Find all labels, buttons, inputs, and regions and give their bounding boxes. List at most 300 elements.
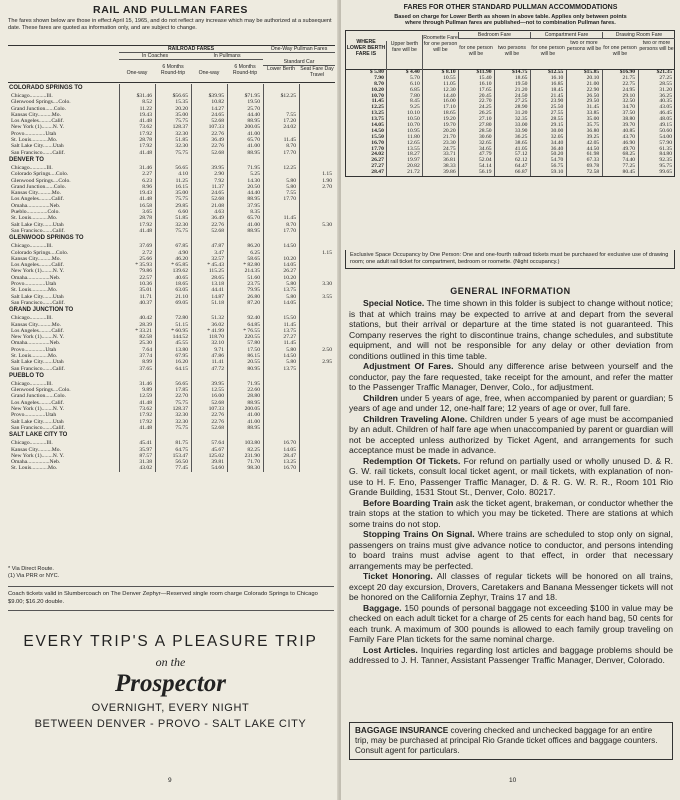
accommodation-fare-cell: 22.70 xyxy=(478,98,492,105)
fare-cell: 13.75 xyxy=(283,327,296,334)
fare-cell: 67.85 xyxy=(175,243,188,250)
section-heading: SALT LAKE CITY TO xyxy=(9,432,68,439)
accommodation-fare-cell: 26.25 xyxy=(478,110,492,117)
promo-overnight: OVERNIGHT, EVERY NIGHT xyxy=(91,702,250,714)
destination-cell: New York (1)........N. Y. xyxy=(11,334,65,341)
accommodation-fare-cell: 44.50 xyxy=(586,145,600,152)
destination-cell: Salt Lake City.......Utah xyxy=(11,143,64,150)
promo-headline: EVERY TRIP'S A PLEASURE TRIP xyxy=(23,633,318,650)
accommodation-fare-cell: 28.90 xyxy=(514,104,528,111)
destination-cell: San Francisco.......Calif. xyxy=(11,365,65,372)
accommodation-fare-cell: 31.20 xyxy=(514,110,528,117)
accommodation-fare-cell: 34.70 xyxy=(622,104,636,111)
accommodation-fare-cell: 37.50 xyxy=(622,110,636,117)
fare-cell: 45.41 xyxy=(139,440,152,447)
section-heading: GRAND JUNCTION TO xyxy=(9,307,74,314)
fare-cell: 8.70 xyxy=(286,221,296,228)
accommodation-fare-cell: 21.00 xyxy=(586,80,600,87)
fare-cell: 2.27 xyxy=(142,171,152,178)
destination-cell: Pueblo...............Colo. xyxy=(11,209,60,216)
exclusive-occupancy-note: Exclusive Space Occupancy by One Person: One and one-fourth railroad tickets must be purchased for exclusive use of drawing room; one adult rail ticket for compartment, bedroom or roomette. (Night occupancy.) xyxy=(345,250,675,269)
fare-cell: 11.41 xyxy=(211,359,224,366)
accommodation-fare-cell: 23.90 xyxy=(550,98,564,105)
fare-cell: 37.65 xyxy=(139,365,152,372)
fare-cell: 19.50 xyxy=(247,99,260,106)
column-rule xyxy=(494,70,495,176)
accommodation-fare-cell: 27.55 xyxy=(550,110,564,117)
sub-head: two or more persons will be xyxy=(566,40,602,52)
accommodation-fare-cell: 43.70 xyxy=(622,133,636,140)
fare-cell: 4.63 xyxy=(214,209,224,216)
lower-berth-cell: 15.50 xyxy=(371,133,384,140)
fare-cell: 16.70 xyxy=(283,440,296,447)
accommodation-fare-cell: 23.30 xyxy=(443,139,456,146)
sub-head: for one person will be xyxy=(459,45,493,57)
destination-cell: Glenwood Springs....Colo. xyxy=(11,387,71,394)
fare-cell: 64.75 xyxy=(175,446,188,453)
info-paragraph-heading: Before Boarding Train xyxy=(363,497,454,508)
destination-cell: Kansas City..........Mo. xyxy=(11,446,61,453)
fare-cell: 51.15 xyxy=(175,321,188,328)
accommodation-fare-cell: 68.25 xyxy=(622,151,636,158)
fare-cell: 64.85 xyxy=(247,321,260,328)
fare-cell: 27.27 xyxy=(283,334,296,341)
accommodation-fare-cell: 22.90 xyxy=(586,86,600,93)
fare-cell: 2.72 xyxy=(142,249,152,256)
accommodation-fare-cell: 16.10 xyxy=(478,80,492,87)
accommodation-fare-cell: 50.20 xyxy=(550,151,564,158)
fare-cell: 21.08 xyxy=(211,202,224,209)
lower-berth-cell: 24.02 xyxy=(371,151,384,158)
accommodation-fare-cell: 48.05 xyxy=(659,116,672,123)
fare-cell: 35.01 xyxy=(139,287,152,294)
destination-cell: Chicago............Ill. xyxy=(11,164,53,171)
fare-cell: 37.95 xyxy=(247,202,260,209)
fare-cell: 44.41 xyxy=(211,287,224,294)
accommodation-fare-cell: 61.98 xyxy=(586,151,600,158)
fare-cell: 69.05 xyxy=(175,299,188,306)
lower-berth-cell: 14.05 xyxy=(371,122,384,129)
accommodation-fare-cell: $15.85 xyxy=(583,69,600,75)
accommodation-fare-cell: 32.65 xyxy=(478,139,492,146)
fare-cell: 52.68 xyxy=(211,196,224,203)
fare-cell: 22.76 xyxy=(211,418,224,425)
destination-cell: Provo...............Utah xyxy=(11,412,57,419)
accommodation-fare-cell: 33.90 xyxy=(514,127,528,134)
fare-cell: 22.76 xyxy=(211,412,224,419)
fare-cell: 98.30 xyxy=(247,465,260,472)
fare-cell: 18.65 xyxy=(175,281,188,288)
fare-cell: 7.64 xyxy=(142,346,152,353)
lower-berth-cell: 13.25 xyxy=(371,110,384,117)
fare-cell: 81.75 xyxy=(175,440,188,447)
fare-cell: 79.86 xyxy=(139,268,152,275)
fare-cell: 71.70 xyxy=(247,459,260,466)
column-rule xyxy=(638,70,639,176)
roomette-head: Roomette Fare for one person will be xyxy=(422,35,458,74)
fare-cell: 5.80 xyxy=(286,359,296,366)
fare-cell: 41.00 xyxy=(247,418,260,425)
accommodation-fare-cell: $14.75 xyxy=(512,69,528,75)
fare-cell: 17.92 xyxy=(139,412,152,419)
accommodation-fare-cell: 38.65 xyxy=(514,139,528,146)
fare-cell: 75.75 xyxy=(175,424,188,431)
fare-cell: 65.70 xyxy=(247,215,260,222)
right-page xyxy=(341,0,680,800)
fare-cell: 32.30 xyxy=(175,130,188,137)
accommodation-fare-cell: 47.79 xyxy=(478,151,492,158)
accommodation-fare-cell: 56.19 xyxy=(478,169,492,176)
fare-cell: 41.48 xyxy=(139,149,152,156)
accommodation-fare-cell: 11.05 xyxy=(443,80,456,87)
fare-cell: 1.15 xyxy=(322,249,332,256)
column-rule xyxy=(119,84,120,472)
info-paragraph-text: under 5 years of age, free, when accompanied by parent or guardian; 5 years of age and under 12, one-half fare; 12 years of age or over, full fare. xyxy=(349,392,673,413)
fare-cell: 3.47 xyxy=(214,249,224,256)
accommodation-fare-cell: $ 4.40 xyxy=(405,69,420,75)
fare-cell: 32.57 xyxy=(211,255,224,262)
fare-cell: 3.55 xyxy=(322,293,332,300)
fare-cell: 86.20 xyxy=(247,243,260,250)
lower-berth-cell: 12.25 xyxy=(371,104,384,111)
accommodation-fare-cell: 33.71 xyxy=(443,151,456,158)
fare-cell: 88.95 xyxy=(247,118,260,125)
fare-cell: 13.80 xyxy=(175,346,188,353)
accommodation-fare-cell: 36.25 xyxy=(514,133,528,140)
fare-cell: 88.95 xyxy=(247,196,260,203)
accommodation-fare-cell: 10.70 xyxy=(407,122,420,129)
fare-cell: 88.95 xyxy=(247,227,260,234)
fare-cell: 71.95 xyxy=(247,380,260,387)
destination-cell: Omaha................Neb. xyxy=(11,340,61,347)
fare-cell: 31.46 xyxy=(139,380,152,387)
fare-cell: 19.43 xyxy=(139,111,152,118)
fare-cell: 28.80 xyxy=(247,393,260,400)
fare-cell: 8.52 xyxy=(142,99,152,106)
destination-cell: New York (1)........N. Y. xyxy=(11,268,65,275)
accommodation-fare-cell: 15.40 xyxy=(478,74,492,81)
fare-cell: $12.25 xyxy=(280,93,296,99)
fare-cell: * 45.43 xyxy=(207,262,224,269)
fare-cell xyxy=(299,228,335,234)
fare-cell: 14.50 xyxy=(283,352,296,359)
accommodation-fare-cell: 24.75 xyxy=(443,145,456,152)
fare-cell: 11.71 xyxy=(139,293,152,300)
fare-cell: 40.65 xyxy=(175,274,188,281)
fare-cell: 47.72 xyxy=(211,365,224,372)
fare-cell: 37.74 xyxy=(139,352,152,359)
fare-cell: 12.25 xyxy=(283,164,296,171)
accommodation-fare-cell: 38.80 xyxy=(622,116,636,123)
fare-cell: 17.85 xyxy=(175,387,188,394)
fare-cell: 80.95 xyxy=(247,365,260,372)
accommodation-fare-cell: 46.45 xyxy=(659,110,672,117)
accommodation-fare-cell: 39.70 xyxy=(622,122,636,129)
accommodation-fare-cell: $11.90 xyxy=(476,69,492,75)
accommodation-fare-cell: 38.33 xyxy=(443,163,456,170)
accommodation-fare-cell: 10.55 xyxy=(443,74,456,81)
accommodation-fare-cell: 56.75 xyxy=(550,163,564,170)
accommodation-fare-cell: 8.45 xyxy=(409,98,420,105)
destination-cell: Los Angeles.........Calif. xyxy=(11,118,64,125)
fare-cell: 24.65 xyxy=(211,111,224,118)
standard-car-head: Standard Car xyxy=(263,59,335,66)
info-paragraph-heading: Ticket Honoring. xyxy=(363,571,433,581)
accommodation-fare-cell: 32.50 xyxy=(622,98,636,105)
fare-cell: 5.80 xyxy=(286,177,296,184)
accommodation-fare-cell: 21.20 xyxy=(514,86,528,93)
accommodation-fare-cell: 36.40 xyxy=(550,145,564,152)
lower-berth-cell: 13.75 xyxy=(371,116,384,123)
fare-cell xyxy=(299,150,335,156)
col-head: Lower Berth xyxy=(267,66,295,72)
column-rule xyxy=(422,70,423,176)
fare-cell: 16.58 xyxy=(139,202,152,209)
fare-cell: 1.15 xyxy=(322,171,332,178)
fare-cell: 72.80 xyxy=(175,315,188,322)
fare-cell: 41.00 xyxy=(247,412,260,419)
destination-cell: Salt Lake City.......Utah xyxy=(11,221,64,228)
accommodation-fare-cell: 16.85 xyxy=(550,80,564,87)
fare-cell: 75.75 xyxy=(175,399,188,406)
destination-cell: San Francisco.......Calif. xyxy=(11,227,65,234)
fare-cell: 63.05 xyxy=(175,287,188,294)
fares-intro: The fares shown below are those in effect April 15, 1965, and do not reflect any increase which may be authorized at a subsequent date. These fares are quoted as information only, and are subject to change. xyxy=(8,18,332,32)
accommodation-fare-cell: 84.80 xyxy=(659,151,672,158)
fare-cell: 2.50 xyxy=(322,346,332,353)
fare-cell: 8.70 xyxy=(286,143,296,150)
fare-cell xyxy=(263,425,299,431)
accommodation-fare-cell: 16.00 xyxy=(443,98,456,105)
fare-cell: 19.43 xyxy=(139,190,152,197)
fare-cell: 231.90 xyxy=(244,452,260,459)
fare-cell: 17.50 xyxy=(247,346,260,353)
fare-cell: 8.99 xyxy=(142,359,152,366)
fare-cell: 14.05 xyxy=(283,262,296,269)
fare-cell: 2.90 xyxy=(214,171,224,178)
destination-cell: St. Louis............Mo. xyxy=(11,137,58,144)
accommodation-fare-cell: 80.45 xyxy=(622,169,636,176)
fare-cell: 67.95 xyxy=(175,352,188,359)
destination-cell: Chicago............Ill. xyxy=(11,243,53,250)
accommodation-fare-cell: 17.10 xyxy=(443,104,456,111)
accommodation-fare-cell: 27.25 xyxy=(514,98,528,105)
fare-cell xyxy=(299,425,335,431)
fare-cell: 200.05 xyxy=(244,124,260,131)
destination-cell: Grand Junction......Colo. xyxy=(11,393,67,400)
accommodation-fare-cell: 61.35 xyxy=(659,145,672,152)
compartment-head: Compartment Fare xyxy=(530,32,602,39)
destination-cell: St. Louis............Mo. xyxy=(11,287,58,294)
drawing-room-head: Drawing Room Fare xyxy=(602,32,675,39)
fare-cell: 47.86 xyxy=(211,352,224,359)
accommodation-fare-cell: 11.80 xyxy=(407,133,420,140)
fare-cell: 9.89 xyxy=(142,387,152,394)
fare-cell: 14.87 xyxy=(211,293,224,300)
destination-cell: Provo...............Utah xyxy=(11,346,57,353)
fare-cell: 10.82 xyxy=(211,99,224,106)
fare-cell: 6.23 xyxy=(142,177,152,184)
intro-line-1: Based on charge for Lower Berth as shown in above table. Applies only between points xyxy=(394,14,627,20)
coaches-head: In Coaches xyxy=(119,53,191,60)
lower-berth-cell: 10.70 xyxy=(371,92,384,99)
fare-cell: 52.68 xyxy=(211,149,224,156)
fare-cell: 5.80 xyxy=(286,293,296,300)
fare-cell: 15.35 xyxy=(175,99,188,106)
fare-cell: 14.30 xyxy=(247,177,260,184)
accommodation-fare-cell: 57.90 xyxy=(659,139,672,146)
fare-cell: 41.00 xyxy=(247,221,260,228)
lower-berth-cell: 11.45 xyxy=(371,98,384,105)
fare-cell: 24.65 xyxy=(211,190,224,197)
fare-cell: 3.30 xyxy=(322,281,332,288)
info-paragraph xyxy=(349,393,673,414)
fare-cell: 28.47 xyxy=(283,452,296,459)
info-paragraph xyxy=(349,361,673,393)
destination-cell: St. Louis............Mo. xyxy=(11,352,58,359)
accommodation-fare-cell: 22.75 xyxy=(622,80,636,87)
fare-cell: 13.75 xyxy=(283,365,296,372)
fare-cell: 7.55 xyxy=(286,111,296,118)
destination-cell: Grand Junction......Colo. xyxy=(11,183,67,190)
column-rule xyxy=(263,84,264,472)
fare-cell: 25.66 xyxy=(139,255,152,262)
accommodation-fare-cell: 34.65 xyxy=(478,145,492,152)
fare-cell: 103.80 xyxy=(244,440,260,447)
lower-berth-cell: 16.70 xyxy=(371,139,384,146)
accommodation-fare-cell: 74.40 xyxy=(622,157,636,164)
info-paragraph xyxy=(349,456,673,498)
fare-cell: 115.25 xyxy=(208,268,224,275)
accommodation-fare-cell: 30.00 xyxy=(550,127,564,134)
destination-cell: Chicago............Ill. xyxy=(11,380,53,387)
fare-cell: 40.37 xyxy=(139,299,152,306)
fare-cell: 52.68 xyxy=(211,424,224,431)
fare-cell: 28.65 xyxy=(211,274,224,281)
accommodation-fare-cell: $12.55 xyxy=(547,69,564,75)
info-paragraph xyxy=(349,298,673,361)
destination-cell: St. Louis............Mo. xyxy=(11,465,58,472)
fare-cell: 36.49 xyxy=(211,137,224,144)
info-paragraph-heading: Children xyxy=(363,392,398,403)
info-paragraph xyxy=(349,498,673,530)
lower-berth-cell: 10.20 xyxy=(371,86,384,93)
accommodation-fare-cell: 62.12 xyxy=(514,157,528,164)
info-paragraph-text: The time shown in this folder is subject to change without notice; is that at which trains may be expected to arrive at and depart from the several stations, but their arrival or departure at the time stated is not guaranteed. This Company reserves the right to discontinue trains, change schedules, and substitute equipment, and will not be responsible for any delay or other deviation from conditions outlined in this time table. xyxy=(349,298,673,361)
fare-cell: 92.40 xyxy=(247,315,260,322)
accommodation-fare-cell: 92.35 xyxy=(659,157,672,164)
fare-cell: 25.30 xyxy=(139,340,152,347)
destination-cell: Kansas City..........Mo. xyxy=(11,190,61,197)
accommodation-fare-cell: 32.35 xyxy=(514,116,528,123)
accommodation-fare-cell: 28.50 xyxy=(478,127,492,134)
fare-table-header xyxy=(8,45,335,83)
fare-cell: 54.60 xyxy=(211,465,224,472)
accommodation-fare-cell: 5.70 xyxy=(409,74,420,81)
info-paragraph xyxy=(349,603,673,645)
fare-cell: 41.00 xyxy=(247,130,260,137)
fare-cell: 31.46 xyxy=(139,164,152,171)
accommodation-fare-cell: 67.33 xyxy=(586,157,600,164)
fare-cell: 15.50 xyxy=(283,315,296,322)
fare-cell: 41.48 xyxy=(139,118,152,125)
fare-cell: 22.76 xyxy=(211,130,224,137)
fare-cell: 41.48 xyxy=(139,424,152,431)
column-rule xyxy=(155,84,156,472)
pullmans-head: In Pullmans xyxy=(191,53,263,60)
fare-cell: 52.68 xyxy=(211,399,224,406)
accommodation-fare-cell: 29.50 xyxy=(586,98,600,105)
accommodation-fare-cell: 31.20 xyxy=(659,86,672,93)
accommodation-fare-cell: 18.45 xyxy=(550,86,564,93)
rail-fares-title: RAIL AND PULLMAN FARES xyxy=(93,4,248,16)
fare-cell: 16.15 xyxy=(175,183,188,190)
column-rule xyxy=(566,70,567,176)
fare-cell: 35.00 xyxy=(175,190,188,197)
fare-cell: * 76.55 xyxy=(243,327,260,334)
fare-cell xyxy=(299,465,335,471)
fare-cell: 52.68 xyxy=(211,227,224,234)
fare-cell: 5.80 xyxy=(286,346,296,353)
fare-cell: * 60.95 xyxy=(171,327,188,334)
info-paragraph-text: Inquiries regarding lost articles and baggage problems should be addressed to J. H. Tanner, Assistant Passenger Traffic Manager, Denver, Colorado. xyxy=(349,644,673,665)
accommodation-fare-cell: 49.70 xyxy=(622,145,636,152)
fare-cell: 88.95 xyxy=(247,424,260,431)
fare-cell: 58.65 xyxy=(247,255,260,262)
accommodation-fare-cell: 39.25 xyxy=(586,133,600,140)
accommodation-fare-cell: 13.55 xyxy=(407,145,420,152)
fare-cell: 20.55 xyxy=(247,359,260,366)
accommodation-fare-cell: 27.25 xyxy=(659,74,672,81)
fare-cell: 5.80 xyxy=(286,281,296,288)
column-rule xyxy=(191,84,192,472)
promo-on-the: on the xyxy=(155,655,186,669)
fare-cell: 31.38 xyxy=(139,459,152,466)
accommodation-fare-cell: 21.70 xyxy=(443,133,456,140)
accommodation-fare-cell: 6.10 xyxy=(409,80,420,87)
accommodation-fare-cell: 40.35 xyxy=(659,98,672,105)
fare-cell: 75.75 xyxy=(175,149,188,156)
info-paragraph-text: For refund on partially used or wholly unused D. & R. G. W. rail tickets, consult local ticket agent, or mail tickets, with explanation of non-use to H. F. Eno, Passenger Traffic Manager, D. & R. G. W. R. R., Room 101 Rio Grande Building, 1531 Stout St., Denver, Colo. 80217. xyxy=(349,455,674,497)
accommodation-fare-cell: 10.50 xyxy=(407,116,420,123)
fare-cell: 2.95 xyxy=(322,359,332,366)
fare-cell: 14.27 xyxy=(211,105,224,112)
info-paragraph-heading: Lost Articles. xyxy=(363,644,418,655)
fare-cell: 56.50 xyxy=(175,459,188,466)
fare-cell: 20.20 xyxy=(175,105,188,112)
destination-cell: Glenwood Springs....Colo. xyxy=(11,177,71,184)
destination-cell: Chicago............Ill. xyxy=(11,93,53,99)
fare-cell: 7.55 xyxy=(286,190,296,197)
fare-cell: 13.25 xyxy=(283,459,296,466)
info-paragraph-text: ask the ticket agent, brakeman, or conductor whether the train stops at the station to which you may be ticketed. There are stations at which some trains do not stop. xyxy=(349,497,674,529)
lower-berth-cell: 27.27 xyxy=(371,163,384,170)
destination-cell: New York (1)........N. Y. xyxy=(11,452,65,459)
section-heading: GLENWOOD SPRINGS TO xyxy=(9,235,84,242)
fare-cell: 16.20 xyxy=(175,359,188,366)
info-paragraph xyxy=(349,645,673,666)
accommodation-fare-cell: 30.60 xyxy=(478,133,492,140)
accommodation-fare-cell: 20.82 xyxy=(407,163,420,170)
column-rule xyxy=(386,70,387,176)
accommodation-fare-cell: 21.45 xyxy=(550,92,564,99)
fare-cell: 75.75 xyxy=(175,227,188,234)
fare-cell: 36.49 xyxy=(211,215,224,222)
fare-cell: 10.20 xyxy=(283,255,296,262)
fare-row xyxy=(8,366,335,372)
fare-cell: 52.68 xyxy=(211,118,224,125)
accommodation-fare-cell: $21.35 xyxy=(656,69,672,75)
